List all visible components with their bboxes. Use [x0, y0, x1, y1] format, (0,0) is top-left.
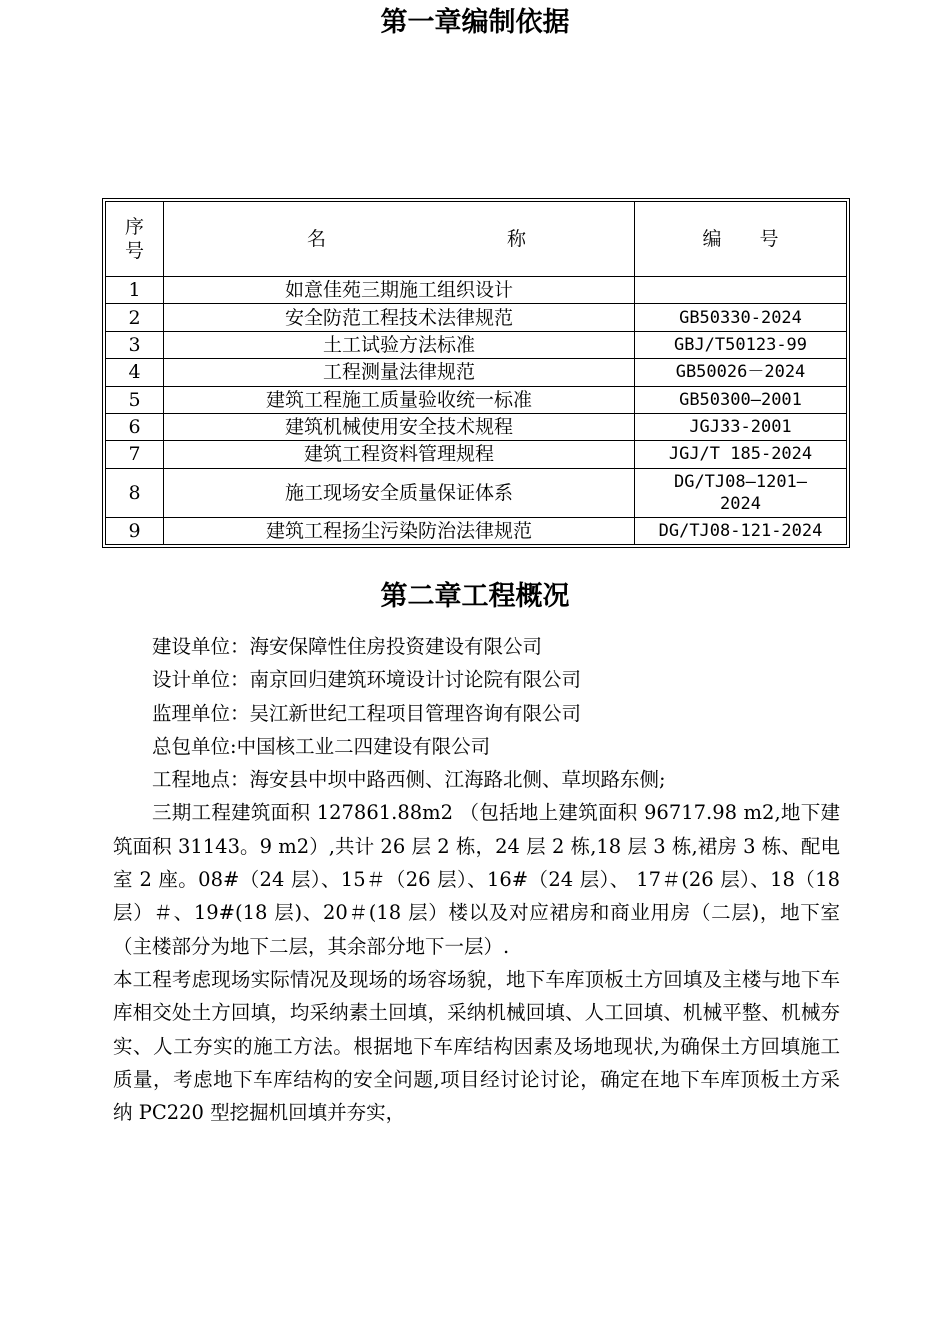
project-overview: [113, 630, 840, 1129]
table-row: [106, 331, 847, 358]
row-code: JGJ33-2001: [635, 413, 847, 440]
table-row: [106, 386, 847, 413]
row-code: [635, 277, 847, 304]
row-name: 施工现场安全质量保证体系: [164, 468, 635, 517]
header-name-right: 称: [506, 228, 526, 250]
row-no: 6: [106, 413, 164, 440]
header-name-left: 名: [307, 228, 327, 250]
row-no: 8: [106, 468, 164, 517]
row-no: 3: [106, 331, 164, 358]
header-name: [164, 202, 635, 277]
header-no: 序号: [106, 202, 164, 277]
row-code: [635, 468, 847, 517]
row-name: 工程测量法律规范: [164, 359, 635, 386]
row-code: GBJ/T50123-99: [635, 331, 847, 358]
row-name: 建筑工程施工质量验收统一标准: [164, 386, 635, 413]
table-row: [106, 441, 847, 468]
row-no: 1: [106, 277, 164, 304]
row-name: 如意佳苑三期施工组织设计: [164, 277, 635, 304]
row-name: 安全防范工程技术法律规范: [164, 304, 635, 331]
table-row: [106, 468, 847, 517]
row-code-line-2: 2024: [720, 493, 761, 514]
row-code: GB50330-2024: [635, 304, 847, 331]
table-row: [106, 277, 847, 304]
table-row: [106, 517, 847, 544]
table-row: [106, 304, 847, 331]
row-no: 7: [106, 441, 164, 468]
design-unit: 设计单位：南京回归建筑环境设计讨论院有限公司: [152, 668, 582, 692]
row-no: 2: [106, 304, 164, 331]
chapter-1-title: 第一章编制依据: [380, 7, 570, 38]
reference-standards-table: [102, 198, 850, 548]
row-code: JGJ/T 185-2024: [635, 441, 847, 468]
row-name: 土工试验方法标准: [164, 331, 635, 358]
building-area-paragraph: 三期工程建筑面积 127861.88m2 （包括地上建筑面积 96717.98 m2,地下建筑面积 31143。9 m2）,共计 26 层 2 栋，24 层 2 栋,18 层 3 栋,裙房 3 栋、配电室 2 座。08#（24 层）、15＃（26 层）、16#（24 层）、 17＃(26 层）、18（18 层）＃、19#(18 层)、20＃(18 层）楼以及对应裙房和商业用房（二层)，地下室（主楼部分为地下二层，其余部分地下一层）.: [113, 801, 840, 958]
row-name: 建筑工程资料管理规程: [164, 441, 635, 468]
table-row: [106, 359, 847, 386]
row-code: GB50026－2024: [635, 359, 847, 386]
general-contractor: 总包单位:中国核工业二四建设有限公司: [152, 734, 491, 758]
row-code-line-1: DG/TJ08—1201—: [673, 471, 808, 492]
row-name: 建筑机械使用安全技术规程: [164, 413, 635, 440]
row-code: DG/TJ08-121-2024: [635, 517, 847, 544]
row-no: 9: [106, 517, 164, 544]
table-row: [106, 413, 847, 440]
row-no: 5: [106, 386, 164, 413]
table-header-row: [106, 202, 847, 277]
row-no: 4: [106, 359, 164, 386]
project-location: 工程地点：海安县中坝中路西侧、江海路北侧、草坝路东侧;: [152, 768, 666, 792]
supervision-unit: 监理单位：吴江新世纪工程项目管理咨询有限公司: [152, 701, 582, 725]
row-code: GB50300—2001: [635, 386, 847, 413]
header-code: 编 号: [635, 202, 847, 277]
construction-unit: 建设单位：海安保障性住房投资建设有限公司: [152, 635, 543, 658]
chapter-2-title: 第二章工程概况: [380, 581, 570, 612]
row-name: 建筑工程扬尘污染防治法律规范: [164, 517, 635, 544]
backfill-method-paragraph: 本工程考虑现场实际情况及现场的场容场貌，地下车库顶板土方回填及主楼与地下车库相交处土方回填，均采纳素土回填，采纳机械回填、人工回填、机械平整、机械夯实、人工夯实的施工方法。根据地下车库结构因素及场地现状,为确保土方回填施工质量，考虑地下车库结构的安全问题,项目经讨论讨论，确定在地下车库顶板土方采纳 PC220 型挖掘机回填并夯实，: [113, 967, 840, 1125]
